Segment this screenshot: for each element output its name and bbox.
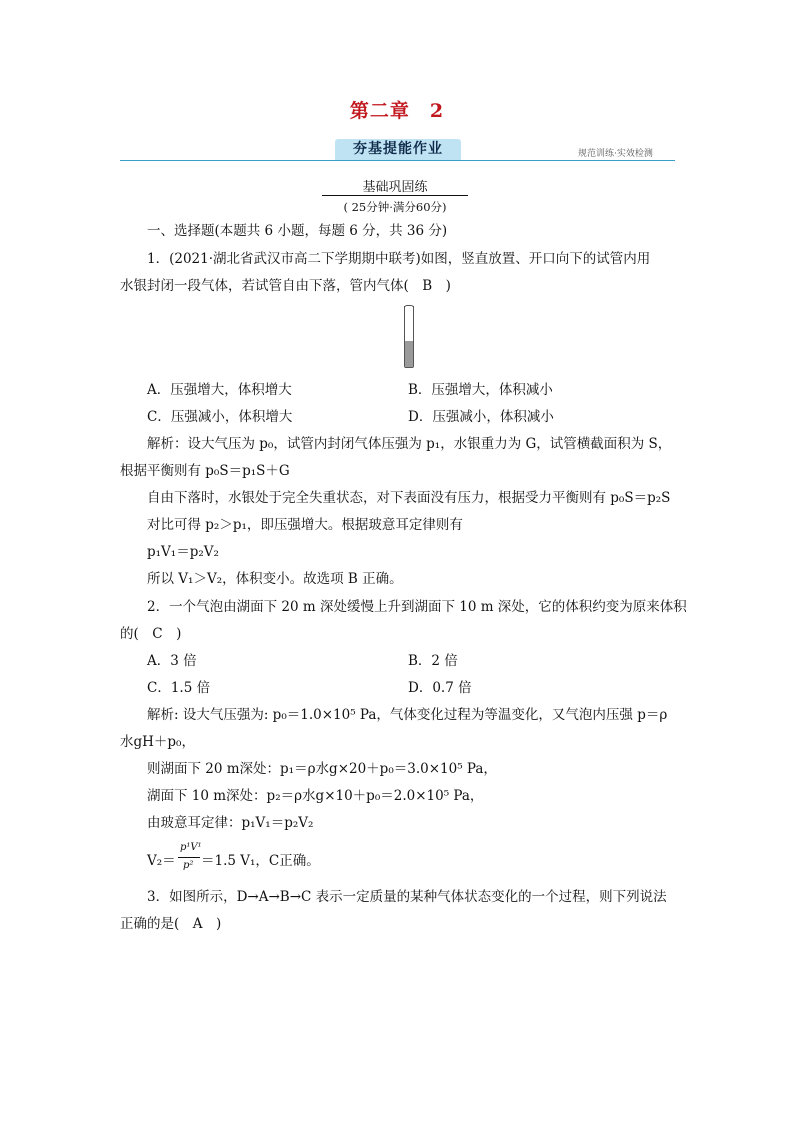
q1-option-b: B．压强增大，体积减小 [408,382,553,398]
section-underline [322,195,468,196]
banner-tagline: 规范训练·实效检测 [578,149,653,159]
q2-solution-line5: 由玻意耳定律：p₁V₁＝p₂V₂ [147,815,314,831]
q3-stem-line1: 3．如图所示，D→A→B→C 表示一定质量的某种气体状态变化的一个过程，则下列说法 [147,889,667,905]
q2-formula-numerator: p¹V¹ [180,842,202,853]
section-banner: 夯基提能作业 [335,139,461,160]
page-title: 第二章 2 [349,100,445,122]
q2-stem-line2: 的( C ) [120,626,182,642]
q1-solution-line2: 根据平衡则有 p₀S＝p₁S＋G [120,463,290,479]
q1-stem-line1: 1．(2021·湖北省武汉市高二下学期期中联考)如图，竖直放置、开口向下的试管内用 [147,251,651,267]
q2-stem-line1: 2．一个气泡由湖面下 20 m 深处缓慢上升到湖面下 10 m 深处，它的体积约变为原来体积 [147,599,687,615]
q2-option-d: D．0.7 倍 [408,680,472,696]
q2-formula-prefix: V₂＝ [147,853,176,869]
q1-stem-line2: 水银封闭一段气体，若试管自由下落，管内气体( B ) [120,278,451,294]
q1-solution-line3: 自由下落时，水银处于完全失重状态，对下表面没有压力，根据受力平衡则有 p₀S＝p₂S [147,490,671,506]
section-meta: ( 25分钟·满分60分) [343,200,447,214]
q3-stem-line2: 正确的是( A ) [120,916,222,932]
q2-formula-bar [178,857,200,858]
q1-option-a: A．压强增大，体积增大 [147,382,292,398]
q2-solution-line4: 湖面下 10 m深处：p₂＝ρ水g×10＋p₀＝2.0×10⁵ Pa， [147,788,484,804]
q2-option-b: B．2 倍 [408,653,458,669]
q2-solution-line1: 解析: 设大气压强为: p₀＝1.0×10⁵ Pa，气体变化过程为等温变化，又气泡内压强 p＝ρ [147,707,668,723]
q2-option-c: C．1.5 倍 [147,680,211,696]
q1-option-d: D．压强减小，体积减小 [408,409,554,425]
q2-solution-line2: 水gH＋p₀， [120,734,195,750]
q2-formula-result: ＝1.5 V₁，C正确。 [201,853,320,869]
section-name: 基础巩固练 [362,180,428,195]
q1-solution-line5: p₁V₁＝p₂V₂ [147,544,219,560]
q1-solution-line6: 所以 V₁＞V₂，体积变小。故选项 B 正确。 [147,571,403,587]
header-divider [120,160,675,161]
q1-option-c: C．压强减小，体积增大 [147,409,293,425]
q2-formula-denominator: p² [183,860,194,871]
q2-solution-line3: 则湖面下 20 m深处：p₁＝ρ水g×20＋p₀＝3.0×10⁵ Pa， [147,761,497,777]
q2-option-a: A．3 倍 [147,653,197,669]
q1-solution-line1: 解析：设大气压为 p₀，试管内封闭气体压强为 p₁，水银重力为 G，试管横截面积为 S， [147,436,672,452]
mercury-column [405,341,413,367]
q1-solution-line4: 对比可得 p₂＞p₁，即压强增大。根据玻意耳定律则有 [147,517,463,533]
section-intro: 一、选择题(本题共 6 小题，每题 6 分，共 36 分) [147,223,448,239]
